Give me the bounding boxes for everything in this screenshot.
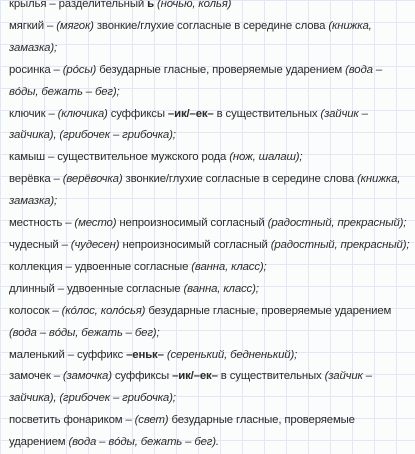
entry-kollektsiya: [9, 257, 411, 279]
examples: (ванна, класс);: [183, 282, 259, 295]
entry-verevka: [9, 169, 411, 213]
entry-text: местность –: [9, 217, 75, 230]
highlight: –ик/–ек–: [172, 370, 218, 383]
examples: (место): [74, 217, 117, 230]
entry-text: длинный – удвоенные согласные: [9, 282, 184, 295]
examples: (кóлос, колóсья): [61, 304, 146, 317]
examples: (книжка, замазка);: [9, 19, 372, 54]
entry-text: верёвка –: [9, 173, 63, 186]
entry-text: безударные гласные, проверяемые ударением: [9, 414, 355, 449]
entry-klyuchik: [9, 104, 411, 148]
entry-kolosok: [9, 301, 411, 345]
examples: (серенький, бедненький);: [166, 348, 298, 361]
entry-text: суффиксы: [107, 107, 168, 120]
highlight: ь: [147, 0, 154, 10]
examples: (зайчик – зайчика), (грибочек – грибочка);: [9, 107, 368, 142]
entry-text: суффиксы: [111, 370, 173, 383]
highlight: –ик/–ек–: [167, 107, 214, 120]
entry-text: звонкие/глухие согласные в середине слова: [122, 173, 358, 186]
entry-text: посветить фонариком –: [9, 414, 135, 427]
examples: (зайчик – зайчика), (грибочек – грибочка);: [9, 370, 372, 405]
entry-text: ключик –: [9, 107, 58, 120]
entry-text: чудесный –: [9, 238, 71, 251]
entry-text: непроизносимый согласный: [119, 238, 271, 251]
examples: (рóсы): [62, 63, 97, 76]
examples: (мягок): [56, 19, 94, 32]
entry-text: колосок –: [9, 304, 62, 317]
examples: (вода – вóды, бежать – бег);: [9, 326, 160, 339]
entry-text: росинка –: [9, 63, 63, 76]
examples: (вода – вóды, бежать – бег);: [9, 63, 383, 98]
entry-text: в существительных: [217, 370, 325, 383]
highlight: –еньк–: [126, 348, 164, 361]
entry-text: мягкий –: [9, 19, 57, 32]
entry-text: коллекция – удвоенные согласные: [9, 260, 192, 273]
entry-krylya: [9, 0, 411, 16]
entry-text: непроизносимый согласный: [116, 217, 268, 230]
entry-malenkiy: [9, 345, 411, 367]
examples: (ключика): [57, 107, 108, 120]
entry-text: в существительных: [213, 107, 321, 120]
entry-dlinnyy: [9, 279, 411, 301]
entry-myagkiy: [9, 16, 411, 60]
examples: (свет): [134, 414, 169, 427]
entry-mestnost: [9, 213, 411, 235]
entry-text: безударные гласные, проверяемые ударением: [145, 304, 392, 317]
entry-text: камыш – существительное мужского рода: [9, 151, 230, 164]
examples: (ночью, колья): [153, 0, 232, 10]
entry-kamysh: [9, 147, 411, 169]
entry-rosinka: [9, 60, 411, 104]
examples: (радостный, прекрасный);: [270, 238, 410, 251]
entry-text: замочек –: [9, 370, 63, 383]
entry-zamochek: [9, 366, 411, 410]
examples: (чудесен): [70, 238, 120, 251]
examples: (книжка, замазка);: [9, 173, 401, 208]
entry-text: звонкие/глухие согласные в середине слова: [93, 19, 329, 32]
examples: (вода – вóды, бежать – бег).: [68, 436, 219, 449]
entry-chudesnyy: [9, 235, 411, 257]
entry-text: крылья: [9, 0, 47, 10]
examples: (радостный, прекрасный);: [267, 217, 407, 230]
entry-text: – разделительный: [46, 0, 148, 10]
entry-posvetit: [9, 410, 411, 454]
examples: (замочка): [62, 370, 112, 383]
examples: (нож, шалаш);: [229, 151, 303, 164]
examples: (ванна, класс);: [191, 260, 267, 273]
entry-text: безударные гласные, проверяемые ударением: [96, 63, 346, 76]
examples: (верёвочка): [62, 173, 123, 186]
entry-text: маленький – суффикс: [9, 348, 127, 361]
